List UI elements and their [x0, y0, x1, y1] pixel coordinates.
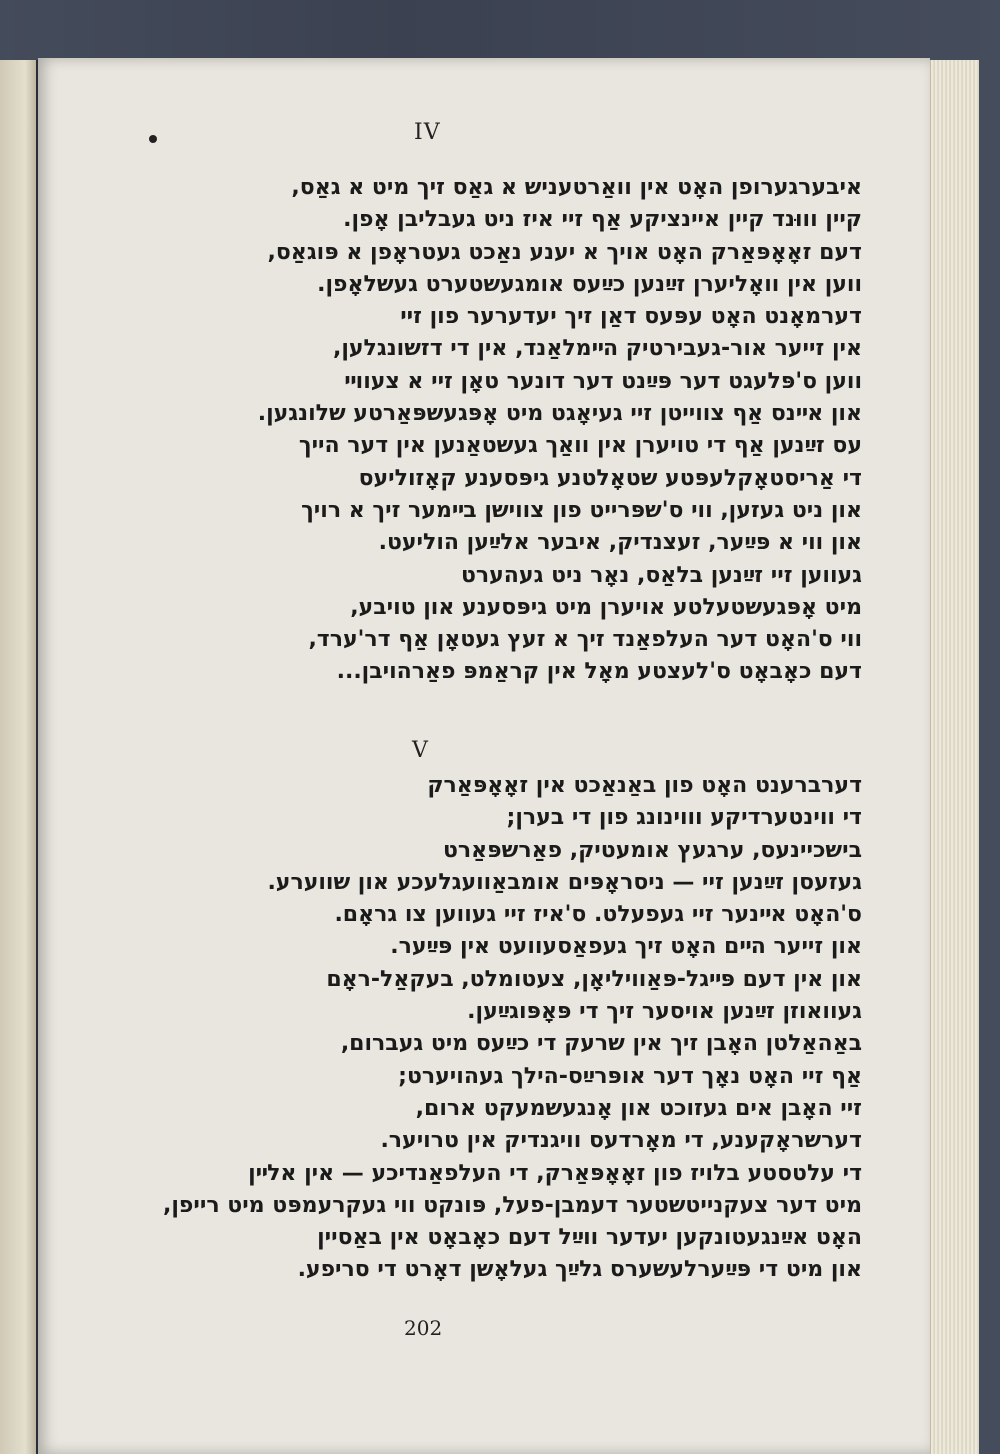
poem-line: בישכיינעס, ערגעץ אומעטיק, פאַרשפּאַרט: [442, 837, 862, 863]
section-heading-iv: IV: [414, 120, 441, 145]
poem-line: דערשראָקענע, די מאָרדעס וויגנדיק אין טרויער.: [380, 1128, 862, 1154]
page-number: 202: [404, 1316, 443, 1340]
poem-line: דערמאָנט האָט עפּעס דאַן זיך יעדערער פון זיי: [400, 304, 862, 330]
poem-line: און מיט די פּײַערלעשערס גלײַך געלאָשן דאָרט די סריפע.: [297, 1257, 862, 1283]
poem-line: ס'האָט אײנער זיי געפעלט. ס'איז זיי געווען צו גראָם.: [334, 902, 862, 928]
poem-line: די עלטסטע בלויז פון זאָאָפּאַרק, די העלפאַנדיכע — אין אלײן: [248, 1160, 862, 1186]
poem-line: באַהאַלטן האָבן זיך אין שרעק די כײַעס מיט געברום,: [340, 1031, 862, 1057]
poem-line: ווען אין וואָליערן זײַנען כײַעס אומגעשטערט געשלאָפן.: [317, 271, 862, 297]
section-iv-text: [100, 172, 862, 689]
poem-line: דעם זאָאָפּאַרק האָט אויך א יענע נאַכט געטראָפן א פּוגאַס,: [267, 239, 862, 265]
poem-line: און ווי א פּײַער, זעצנדיק, איבער אלײַען הוליעט.: [378, 530, 862, 556]
poem-line: מיט אָפּגעשטעלטע אויערן מיט גיפּסענע און טויבע,: [350, 594, 862, 620]
poem-line: ווי ס'האָט דער העלפאַנד זיך א זעץ געטאָן אַף דר'ערד,: [308, 627, 862, 653]
poem-line: די ווינטערדיקע וווינונג פון די בערן;: [506, 805, 862, 831]
poem-line: מיט דער צעקנייטשטער דעמבן-פעל, פּונקט ווי געקרעמפּט מיט רייפן,: [163, 1192, 862, 1218]
poem-line: דערברענט האָט פון באַנאַכט אין זאָאָפּאַרק: [427, 773, 862, 798]
poem-line: איבערגערופן האָט אין וואַרטעניש א גאַס זיך מיט א גאַס,: [291, 175, 862, 200]
section-heading-v: V: [412, 738, 429, 763]
ink-dot: [149, 135, 157, 143]
poem-line: און אין דעם פּײגל-פּאַוויליאָן, צעטומלט, בעקאַל-ראָם: [326, 966, 862, 992]
poem-line: אַף זיי האָט נאָך דער אופּרײַס-הילך געהויערט;: [398, 1063, 862, 1089]
poem-line: און זייער הײם האָט זיך געפאַסעוועט אין פּײַער.: [390, 934, 862, 960]
poem-line: און ניט געזען, ווי ס'שפּרייט פון צווישן בײמער זיך א רויך: [301, 497, 862, 523]
poem-line: האָט אײַנגעטונקען יעדער ווײַל דעם כאָבאָט אין באַסיין: [317, 1225, 862, 1251]
poem-line: געזעסן זײַנען זיי — ניסראָפּים אומבאַוועגלעכע און שווערע.: [267, 869, 862, 895]
poem-line: ווען ס'פּלעגט דער פּײַנט דער דונער טאָן זיי א צעווײ: [344, 368, 862, 394]
poem-line: עס זײַנען אַף די טויערן אין וואַך געשטאַנען אין דער הייך: [298, 433, 862, 459]
poem-line: אין זייער אור-געבירטיק הײמלאַנד, אין די דזשונגלען,: [333, 336, 862, 362]
poem-line: זיי האָבן אים געזוכט און אָנגעשמעקט ארום,: [415, 1095, 862, 1121]
poem-line: די אַריסטאָקלעפּטע שטאָלטנע גיפּסענע קאָזוליעס: [358, 465, 862, 491]
poem-line: קיין וווּנד קיין איינציקע אַף זיי איז ניט געבליבן אָפן.: [343, 207, 862, 233]
poem-line: דעם כאָבאָט ס'לעצטע מאָל אין קראַמפּ פאַרהויבן...: [336, 659, 862, 685]
poem-line: געווען זיי זײַנען בלאַס, נאָר ניט געהערט: [460, 562, 862, 588]
poem-line: געוואוזן זײַנען אויסער זיך די פּאָפּוגײַען.: [467, 999, 862, 1025]
page-stack-edges: [930, 60, 979, 1454]
poem-line: און אײנס אַף צווייטן זיי געיאָגט מיט אָפּגעשפּאַרטע שלונגען.: [257, 401, 862, 427]
section-v-text: [100, 770, 862, 1287]
previous-page-edge: [0, 60, 39, 1454]
